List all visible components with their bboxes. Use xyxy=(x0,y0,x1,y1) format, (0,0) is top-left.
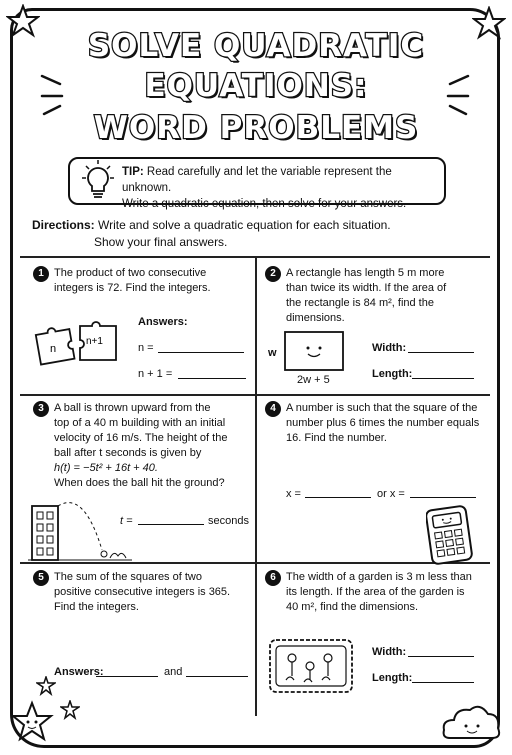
puzzle-pieces-icon xyxy=(34,318,124,366)
tip-text xyxy=(122,164,442,212)
building-ball-trajectory-icon xyxy=(28,496,132,562)
problem-3-number: 3 xyxy=(33,401,49,417)
directions-label: Directions: xyxy=(32,218,95,232)
problem-4-x-label: x = xyxy=(286,488,301,500)
rectangle-smiley-icon xyxy=(283,330,345,372)
title-line-2: EQUATIONS: xyxy=(144,68,368,104)
problem-4-x-answer-blank[interactable] xyxy=(305,485,371,498)
problem-3-t-label: t = xyxy=(120,515,133,527)
problem-6-length-blank[interactable] xyxy=(412,670,474,683)
tip-label: TIP: xyxy=(122,166,144,178)
problem-2-rect-label: 2w + 5 xyxy=(297,374,330,386)
title-line-1: SOLVE QUADRATIC xyxy=(87,28,425,64)
problem-2-length-blank[interactable] xyxy=(412,366,474,379)
divider xyxy=(255,256,257,716)
problem-1-n1-answer-blank[interactable] xyxy=(178,366,246,379)
directions-line-2: Show your final answers. xyxy=(94,235,228,249)
problem-4-number: 4 xyxy=(265,401,281,417)
tip-line-2: Write a quadratic equation, then solve for your answers. xyxy=(122,198,407,210)
problem-4-x2-answer-blank[interactable] xyxy=(410,485,476,498)
problem-2-w-label: w xyxy=(268,347,277,359)
garden-icon xyxy=(266,636,356,696)
small-star-icon xyxy=(60,700,80,720)
problem-4-or-label: or x = xyxy=(377,488,405,500)
problem-5-number: 5 xyxy=(33,570,49,586)
cloud-face-icon xyxy=(440,700,502,744)
problem-6-width-blank[interactable] xyxy=(408,644,474,657)
calculator-icon xyxy=(426,505,474,567)
problem-2-length-label: Length: xyxy=(372,368,413,380)
problem-6-length-label: Length: xyxy=(372,672,413,684)
problem-6-width-label: Width: xyxy=(372,646,407,658)
problem-5-text: The sum of the squares of two positive consecutive integers is 365. Find the integers. xyxy=(54,571,231,613)
directions xyxy=(32,217,472,251)
problem-4-text: A number is such that the square of the number plus 6 times the number equals 16. Find the number. xyxy=(286,402,480,444)
problem-1-text: The product of two consecutive integers is 72. Find the integers. xyxy=(54,267,211,294)
problem-6-text: The width of a garden is 3 m less than its length. If the area of the garden is 40 m², find the dimensions. xyxy=(286,571,472,613)
puzzle-label-n: n xyxy=(50,343,57,355)
problem-3-t-answer-blank[interactable] xyxy=(138,512,204,525)
tip-line-1: Read carefully and let the variable represent the unknown. xyxy=(122,166,392,194)
problem-2-number: 2 xyxy=(265,266,281,282)
problem-5-answer-blank-1[interactable] xyxy=(96,664,158,677)
title-line-3: WORD PROBLEMS xyxy=(93,110,419,146)
problem-2-width-blank[interactable] xyxy=(408,340,474,353)
lightbulb-icon xyxy=(80,158,116,202)
puzzle-label-n-plus-1: n+1 xyxy=(86,336,103,347)
problem-6-number: 6 xyxy=(265,570,281,586)
small-star-icon xyxy=(36,676,56,696)
star-face-icon xyxy=(10,700,54,744)
directions-line-1: Write and solve a quadratic equation for each situation. xyxy=(94,218,391,232)
problem-1-n1-label: n + 1 = xyxy=(138,368,173,380)
problem-1-n-answer-blank[interactable] xyxy=(158,340,244,353)
problem-1-answers-label: Answers: xyxy=(138,316,188,328)
problem-2-text: A rectangle has length 5 m more than twice its width. If the area of the rectangle is 84 m², find the dimensions. xyxy=(286,267,447,324)
problem-5-answer-blank-2[interactable] xyxy=(186,664,248,677)
problem-1-n-label: n = xyxy=(138,342,154,354)
problem-5-and-label: and xyxy=(164,666,183,678)
problem-3-text: A ball is thrown upward from the top of a 40 m building with an initial velocity of 16 m/s. The height of the ball after t seconds is given by h(t) = −5t² + 16t + 40. When does the ball hit the ground? xyxy=(54,402,228,489)
problem-3-seconds-label: seconds xyxy=(208,515,249,527)
problem-5-answers-label: Answers: xyxy=(54,666,104,678)
problem-1-number: 1 xyxy=(33,266,49,282)
problem-2-width-label: Width: xyxy=(372,342,407,354)
